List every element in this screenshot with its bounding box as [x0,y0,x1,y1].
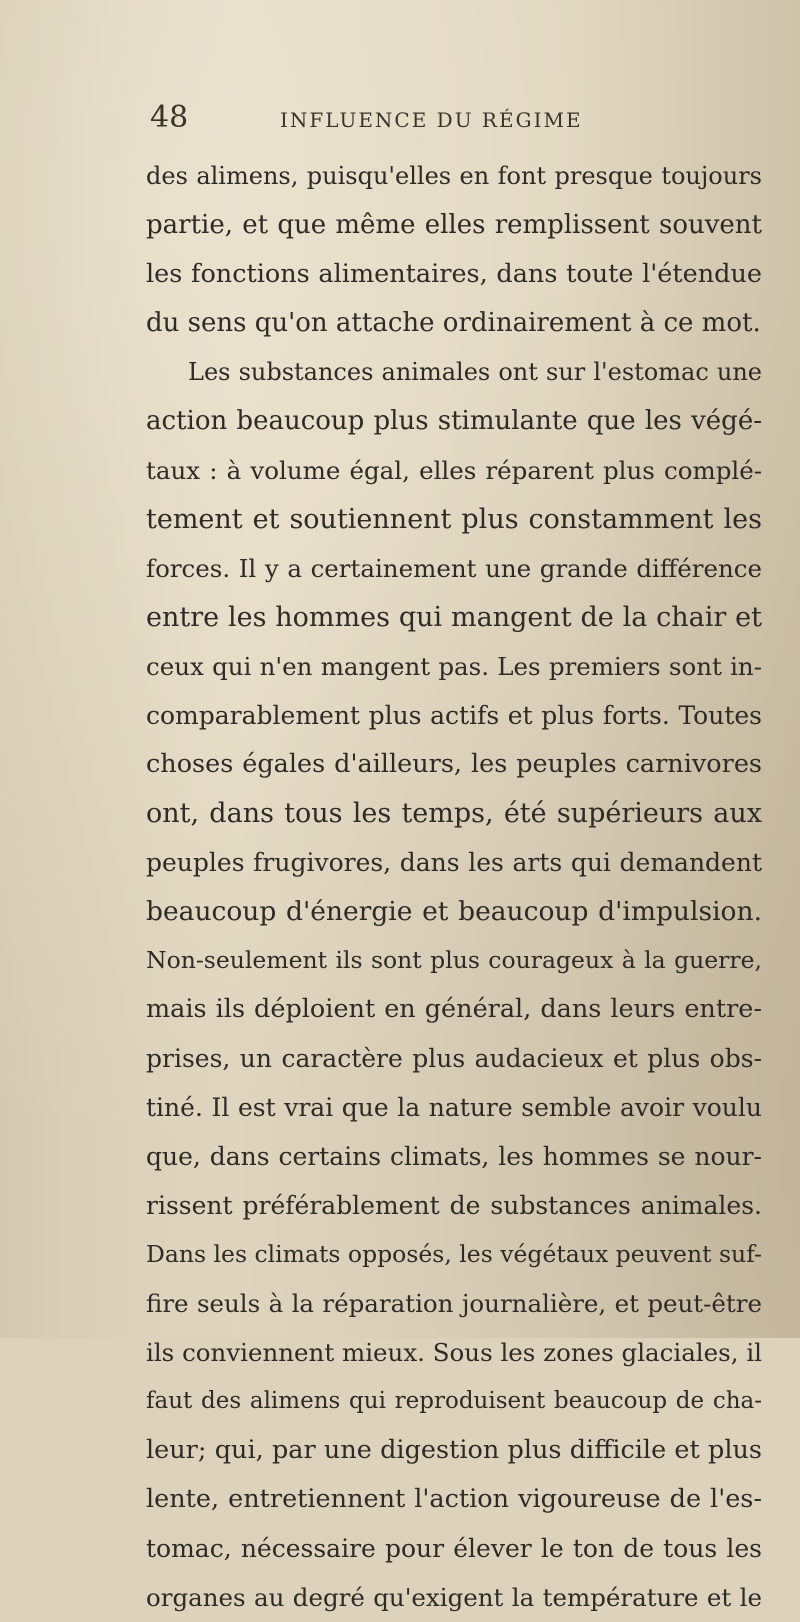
text-line: ont, dans tous les temps, été supérieurs aux [146,798,762,829]
text-line: du sens qu'on attache ordinairement à ce mot. [146,308,761,338]
text-line: leur; qui, par une digestion plus difficile et plus [146,1435,762,1465]
running-title: INFLUENCE DU RÉGIME [280,108,583,132]
text-line: lente, entretiennent l'action vigoureuse de l'es- [146,1484,762,1514]
text-line: peuples frugivores, dans les arts qui demandent [146,848,762,877]
text-line: les fonctions alimentaires, dans toute l'étendue [146,259,762,289]
text-line: tomac, nécessaire pour élever le ton de tous les [146,1534,762,1563]
text-line: des alimens, puisqu'elles en font presque toujours [146,162,762,190]
text-line: action beaucoup plus stimulante que les végé- [146,406,762,436]
text-line: fire seuls à la réparation journalière, et peut-être [146,1289,762,1318]
text-line: comparablement plus actifs et plus forts. Toutes [146,701,762,730]
text-line: tement et soutiennent plus constamment les [146,504,762,535]
body-text [146,152,762,1622]
text-line: partie, et que même elles remplissent souvent [146,210,762,240]
text-line: beaucoup d'énergie et beaucoup d'impulsion. [146,896,762,927]
text-line: forces. Il y a certainement une grande différence [146,554,762,583]
text-line: faut des alimens qui reproduisent beaucoup de cha- [146,1388,762,1414]
text-line: Non-seulement ils sont plus courageux à la guerre, [146,946,762,974]
page-number: 48 [150,100,189,135]
text-line: Dans les climats opposés, les végétaux peuvent suf- [146,1240,762,1268]
page-header [140,100,740,140]
text-line: ils conviennent mieux. Sous les zones glaciales, il [146,1338,762,1367]
text-line: taux : à volume égal, elles réparent plus complé- [146,456,762,485]
text-line: organes au degré qu'exigent la température et le [146,1583,762,1612]
text-line: tiné. Il est vrai que la nature semble avoir voulu [146,1093,762,1122]
text-line: ceux qui n'en mangent pas. Les premiers sont in- [146,652,762,681]
text-line: mais ils déploient en général, dans leurs entre- [146,994,762,1024]
text-line: choses égales d'ailleurs, les peuples carnivores [146,749,762,779]
text-line: que, dans certains climats, les hommes se nour- [146,1142,762,1171]
text-line: prises, un caractère plus audacieux et plus obs- [146,1044,762,1073]
text-line: rissent préférablement de substances animales. [146,1191,762,1220]
text-line: entre les hommes qui mangent de la chair et [146,602,762,633]
text-line: Les substances animales ont sur l'estomac une [188,358,762,386]
